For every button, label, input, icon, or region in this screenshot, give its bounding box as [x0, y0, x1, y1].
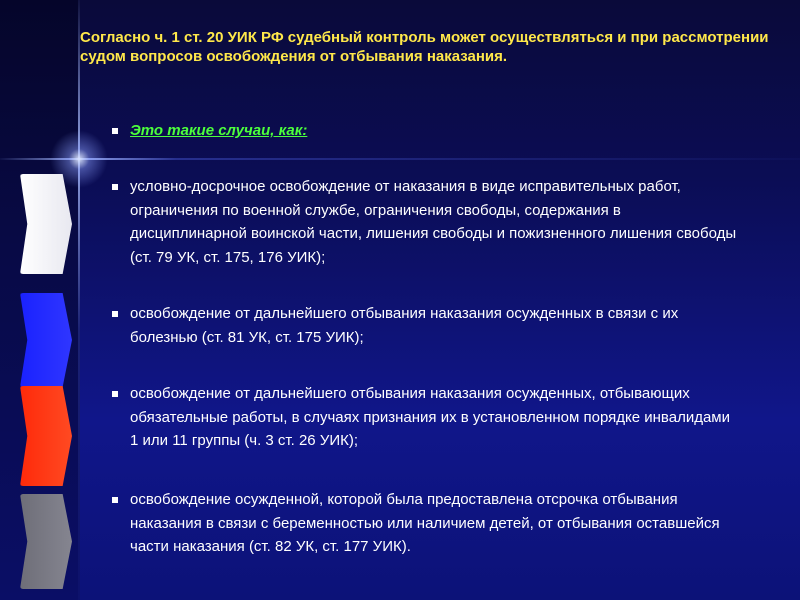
red-chevron-shape	[20, 386, 72, 486]
bullet-icon	[112, 391, 118, 397]
blue-chevron-shape	[20, 293, 72, 387]
list-item-text: освобождение осужденной, которой была предоставлена отсрочка отбывания наказания в связи с беременностью или наличием детей, от отбывания оставшейся части наказания (ст. 82 УК, ст. 177 УИК).	[130, 491, 720, 555]
bullet-icon	[112, 311, 118, 317]
list-heading: Это такие случаи, как:	[130, 122, 308, 139]
light-flare-vertical	[78, 0, 80, 600]
bullet-icon	[112, 128, 118, 134]
list-item-text: освобождение от дальнейшего отбывания наказания осужденных в связи с их болезнью (ст. 81 УК, ст. 175 УИК);	[130, 305, 679, 346]
list-item-text: условно-досрочное освобождение от наказания в виде исправительных работ, ограничения по военной службе, ограничения свободы, содержания в дисциплинарной воинской части, лишения свободы и пожизненного лишения свободы (ст. 79 УК, ст. 175, 176 УИК);	[130, 178, 737, 266]
list-item-text: освобождение от дальнейшего отбывания наказания осужденных, отбывающих обязательные работы, в случаях признания их в установленном порядке инвалидами 1 или 11 группы (ч. 3 ст. 26 УИК);	[130, 385, 730, 449]
intro-paragraph: Согласно ч. 1 ст. 20 УИК РФ судебный контроль может осуществляться и при рассмотрении судом вопросов освобождения от отбывания наказания.	[80, 29, 769, 65]
white-chevron-shape	[20, 174, 72, 274]
light-flare-horizontal	[0, 158, 800, 160]
bullet-icon	[112, 184, 118, 190]
gray-chevron-shape	[20, 494, 72, 589]
bullet-icon	[112, 497, 118, 503]
